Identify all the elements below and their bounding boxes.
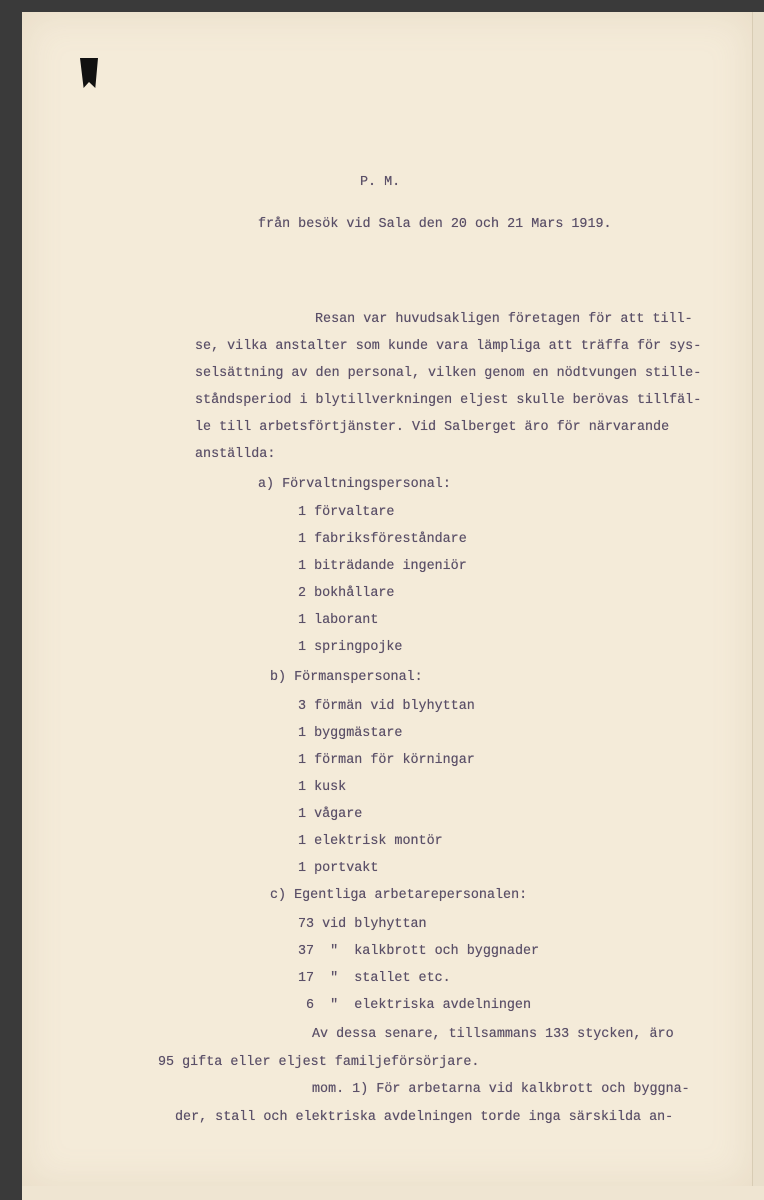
paragraph-line: mom. 1) För arbetarna vid kalkbrott och byggna- [312, 1082, 690, 1097]
list-item: 1 springpojke [298, 640, 403, 655]
list-item: 1 vågare [298, 807, 363, 822]
list-item: 6 " elektriska avdelningen [306, 998, 531, 1013]
list-item: 1 biträdande ingeniör [298, 559, 467, 574]
list-item: 37 " kalkbrott och byggnader [298, 944, 540, 959]
section-c-heading: c) Egentliga arbetarepersonalen: [270, 888, 528, 903]
document-subtitle: från besök vid Sala den 20 och 21 Mars 1919. [258, 217, 612, 232]
paragraph-line: se, vilka anstalter som kunde vara lämpliga att träffa för sys- [195, 339, 702, 354]
list-item: 1 kusk [298, 780, 347, 795]
paragraph-line: ståndsperiod i blytillverkningen eljest skulle berövas tillfäl- [195, 393, 702, 408]
list-item: 1 byggmästare [298, 726, 403, 741]
list-item: 1 förman för körningar [298, 753, 475, 768]
paragraph-line: anställda: [195, 447, 276, 462]
paragraph-line: selsättning av den personal, vilken genom en nödtvungen stille- [195, 366, 702, 381]
list-item: 1 laborant [298, 613, 379, 628]
list-item: 17 " stallet etc. [298, 971, 451, 986]
list-item: 1 portvakt [298, 861, 379, 876]
paragraph-line: Av dessa senare, tillsammans 133 stycken, äro [312, 1027, 674, 1042]
list-item: 1 fabriksföreståndare [298, 532, 467, 547]
paragraph-line: Resan var huvudsakligen företagen för att till- [315, 312, 693, 327]
list-item: 1 elektrisk montör [298, 834, 443, 849]
paragraph-line: le till arbetsförtjänster. Vid Salberget äro för närvarande [195, 420, 670, 435]
document-title: P. M. [360, 175, 401, 190]
list-item: 1 förvaltare [298, 505, 395, 520]
list-item: 2 bokhållare [298, 586, 395, 601]
section-a-heading: a) Förvaltningspersonal: [258, 477, 451, 492]
page-edge-bottom [22, 1186, 764, 1200]
list-item: 73 vid blyhyttan [298, 917, 427, 932]
paragraph-line: 95 gifta eller eljest familjeförsörjare. [158, 1055, 480, 1070]
section-b-heading: b) Förmanspersonal: [270, 670, 423, 685]
paragraph-line: der, stall och elektriska avdelningen torde inga särskilda an- [175, 1110, 674, 1125]
list-item: 3 förmän vid blyhyttan [298, 699, 475, 714]
page-edge [752, 12, 764, 1188]
